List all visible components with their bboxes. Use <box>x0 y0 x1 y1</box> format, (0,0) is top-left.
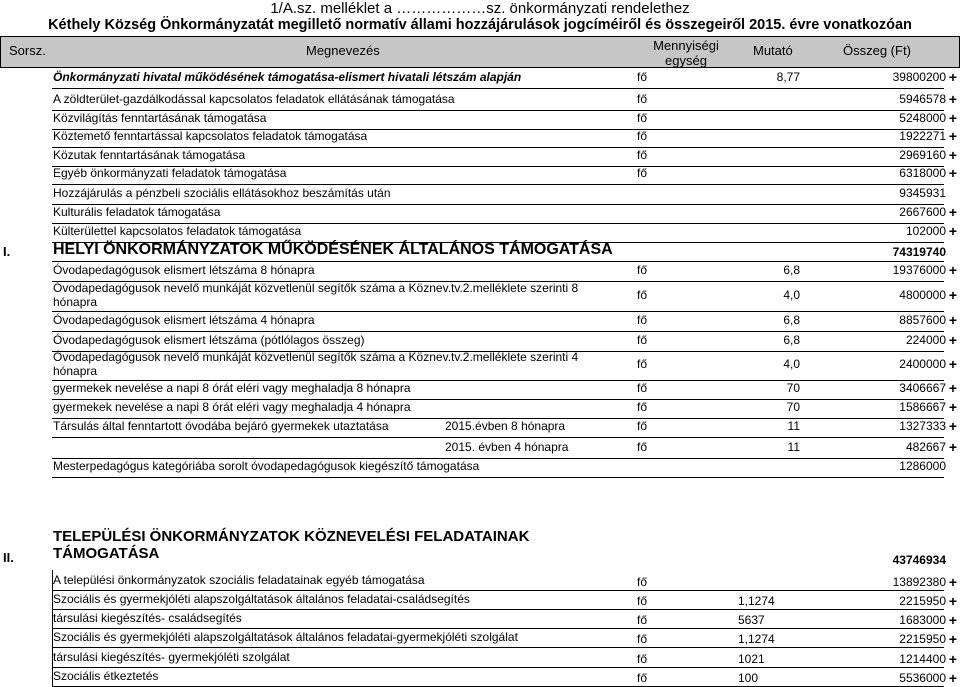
row-divider <box>52 88 944 89</box>
row-name-cont: hónapra <box>53 364 98 378</box>
col-mutato: Mutató <box>753 43 793 58</box>
row-unit: fő <box>637 400 648 414</box>
row-divider <box>52 184 944 185</box>
row-plus: + <box>948 651 957 667</box>
row-name: gyermekek nevelése a napi 8 órát eléri vagy meghaladja 4 hónapra <box>53 400 411 414</box>
row-divider <box>52 667 944 668</box>
row-name: Kulturális feladatok támogatása <box>53 205 221 219</box>
row-amount: 1286000 <box>899 459 946 473</box>
row-amount: 9345931 <box>899 186 946 200</box>
row-plus: + <box>948 631 957 647</box>
row-divider <box>52 311 944 312</box>
row-divider <box>52 628 944 629</box>
section-title-line1: TELEPÜLÉSI ÖNKORMÁNYZATOK KÖZNEVELÉSI FELADATAINAK <box>53 528 530 545</box>
row-amount: 1586667 <box>899 400 946 414</box>
column-header <box>0 36 960 68</box>
row-name: Közvilágítás fenntartásának támogatása <box>53 111 267 125</box>
section-total: 74319740 <box>892 245 946 259</box>
row-divider <box>52 647 944 648</box>
row-amount: 2969160 <box>899 148 946 162</box>
row-plus: + <box>948 380 957 396</box>
row-plus: + <box>948 593 957 609</box>
section-num: II. <box>3 550 14 565</box>
row-mutato: 6,8 <box>783 263 800 277</box>
col-osszeg: Összeg (Ft) <box>843 43 911 58</box>
document-title: Kéthely Község Önkormányzatát megillető normatív állami hozzájárulások jogcíméiről és összegeiről 2015. évre vonatkozóan <box>48 17 912 33</box>
row-mutato: 4,0 <box>783 357 800 371</box>
row-unit: fő <box>637 632 648 646</box>
row-name: Társulás által fenntartott óvodába bejáró gyermekek utaztatása <box>53 419 389 433</box>
row-unit: fő <box>637 263 648 277</box>
row-extra: 2015.évben 8 hónapra <box>445 419 566 433</box>
row-unit: fő <box>637 111 648 125</box>
row-plus: + <box>948 332 957 348</box>
row-amount: 1683000 <box>899 613 946 627</box>
row-plus: + <box>948 91 957 107</box>
row-name: Hozzájárulás a pénzbeli szociális ellátásokhoz beszámítás után <box>53 186 391 200</box>
row-divider <box>52 261 944 262</box>
row-amount: 39800200 <box>892 70 946 84</box>
row-amount: 2215950 <box>899 594 946 608</box>
section-total: 43746934 <box>892 553 946 567</box>
row-mutato: 8,77 <box>776 70 800 84</box>
row-name: Óvodapedagógusok elismert létszáma 8 hónapra <box>53 263 315 277</box>
row-name: társulási kiegészítés- családsegítés <box>53 611 242 625</box>
row-mutato: 1,1274 <box>738 632 775 646</box>
row-divider <box>52 590 944 591</box>
row-mutato: 6,8 <box>783 313 800 327</box>
row-name: Szociális és gyermekjóléti alapszolgáltatások általános feladatai-családsegítés <box>53 592 470 606</box>
row-name: Óvodapedagógusok elismert létszáma 4 hónapra <box>53 313 315 327</box>
row-amount: 224000 <box>905 333 946 347</box>
row-amount: 1327333 <box>899 419 946 433</box>
row-mutato: 4,0 <box>783 288 800 302</box>
row-amount: 2215950 <box>899 632 946 646</box>
row-unit: fő <box>637 613 648 627</box>
row-unit: fő <box>637 381 648 395</box>
row-amount: 102000 <box>905 224 946 238</box>
row-plus: + <box>948 147 957 163</box>
row-name: A zöldterület-gazdálkodással kapcsolatos feladatok ellátásának támogatása <box>53 92 455 106</box>
row-plus: + <box>948 69 957 85</box>
row-mutato: 6,8 <box>783 333 800 347</box>
row-amount: 4800000 <box>899 288 946 302</box>
row-name: Szociális étkeztetés <box>53 669 159 683</box>
row-name: gyermekek nevelése a napi 8 órát eléri vagy meghaladja 8 hónapra <box>53 381 411 395</box>
section-num: I. <box>3 244 11 259</box>
row-amount: 1214400 <box>899 652 946 666</box>
row-amount: 2667600 <box>899 205 946 219</box>
row-plus: + <box>948 128 957 144</box>
row-mutato: 5637 <box>738 613 765 627</box>
row-name: Szociális és gyermekjóléti alapszolgáltatások általános feladatai-gyermekjóléti szolgálat <box>53 630 518 644</box>
row-unit: fő <box>637 129 648 143</box>
row-name: Köztemető fenntartással kapcsolatos feladatok támogatása <box>53 129 368 143</box>
row-amount: 5536000 <box>899 671 946 685</box>
row-divider <box>52 437 944 438</box>
row-name: Óvodapedagógusok nevelő munkáját közvetlenül segítők száma a Köznev.tv.2.melléklete szerinti 4 <box>53 350 579 364</box>
row-name: Óvodapedagógusok nevelő munkáját közvetlenül segítők száma a Köznev.tv.2.melléklete szerinti 8 <box>53 281 579 295</box>
row-mutato: 11 <box>787 440 800 454</box>
row-plus: + <box>948 287 957 303</box>
row-plus: + <box>948 574 957 590</box>
row-mutato: 1,1274 <box>738 594 775 608</box>
row-plus: + <box>948 204 957 220</box>
row-plus: + <box>948 110 957 126</box>
row-unit: fő <box>637 575 648 589</box>
row-unit: fő <box>637 594 648 608</box>
row-unit: fő <box>637 419 648 433</box>
col-sorsz: Sorsz. <box>9 43 46 58</box>
row-amount: 5248000 <box>899 111 946 125</box>
row-plus: + <box>948 165 957 181</box>
row-amount: 5946578 <box>899 92 946 106</box>
row-amount: 1922271 <box>899 129 946 143</box>
col-unit: Mennyiségi egység <box>653 38 719 68</box>
row-name: Önkormányzati hivatal működésének támogatása-elismert hivatali létszám alapján <box>53 70 522 84</box>
row-name: Közutak fenntartásának támogatása <box>53 148 246 162</box>
row-name: A települési önkormányzatok szociális feladatainak egyéb támogatása <box>53 573 425 587</box>
row-name: Egyéb önkormányzati feladatok támogatása <box>53 166 287 180</box>
row-divider <box>52 477 944 478</box>
row-unit: fő <box>637 652 648 666</box>
col-megnevezes: Megnevezés <box>306 43 380 58</box>
row-name: Mesterpedagógus kategóriába sorolt óvodapedagógusok kiegészítő támogatása <box>53 459 480 473</box>
row-plus: + <box>948 612 957 628</box>
row-divider <box>52 609 944 610</box>
row-amount: 13892380 <box>892 575 946 589</box>
row-unit: fő <box>637 288 648 302</box>
row-plus: + <box>948 262 957 278</box>
row-amount: 19376000 <box>892 263 946 277</box>
row-plus: + <box>948 399 957 415</box>
row-unit: fő <box>637 357 648 371</box>
row-mutato: 100 <box>738 671 759 685</box>
row-name-cont: hónapra <box>53 295 98 309</box>
row-name: Óvodapedagógusok elismert létszáma (pótlólagos összeg) <box>53 333 365 347</box>
row-divider <box>52 331 944 332</box>
row-plus: + <box>948 670 957 686</box>
row-extra: 2015. évben 4 hónapra <box>445 440 569 454</box>
row-amount: 8857600 <box>899 313 946 327</box>
row-name: Külterülettel kapcsolatos feladatok támogatása <box>53 224 302 238</box>
row-unit: fő <box>637 148 648 162</box>
section-title-line2: TÁMOGATÁSA <box>53 545 160 562</box>
row-plus: + <box>948 439 957 455</box>
row-plus: + <box>948 356 957 372</box>
row-unit: fő <box>637 166 648 180</box>
row-mutato: 11 <box>787 419 800 433</box>
row-mutato: 1021 <box>738 652 765 666</box>
section-title: HELYI ÖNKORMÁNYZATOK MŰKÖDÉSÉNEK ÁLTALÁNOS TÁMOGATÁSA <box>53 241 613 258</box>
row-unit: fő <box>637 70 648 84</box>
table-left-border <box>52 570 53 687</box>
row-amount: 6318000 <box>899 166 946 180</box>
row-mutato: 70 <box>786 400 800 414</box>
row-plus: + <box>948 223 957 239</box>
document-subtitle: 1/A.sz. melléklet a ………………sz. önkormányzati rendelethez <box>270 0 690 17</box>
row-unit: fő <box>637 313 648 327</box>
row-amount: 2400000 <box>899 357 946 371</box>
row-plus: + <box>948 312 957 328</box>
row-name: társulási kiegészítés- gyermekjóléti szolgálat <box>53 650 290 664</box>
row-mutato: 70 <box>786 381 800 395</box>
row-unit: fő <box>637 440 648 454</box>
row-amount: 482667 <box>905 440 946 454</box>
row-unit: fő <box>637 333 648 347</box>
row-amount: 3406667 <box>899 381 946 395</box>
row-plus: + <box>948 418 957 434</box>
row-unit: fő <box>637 92 648 106</box>
row-unit: fő <box>637 671 648 685</box>
